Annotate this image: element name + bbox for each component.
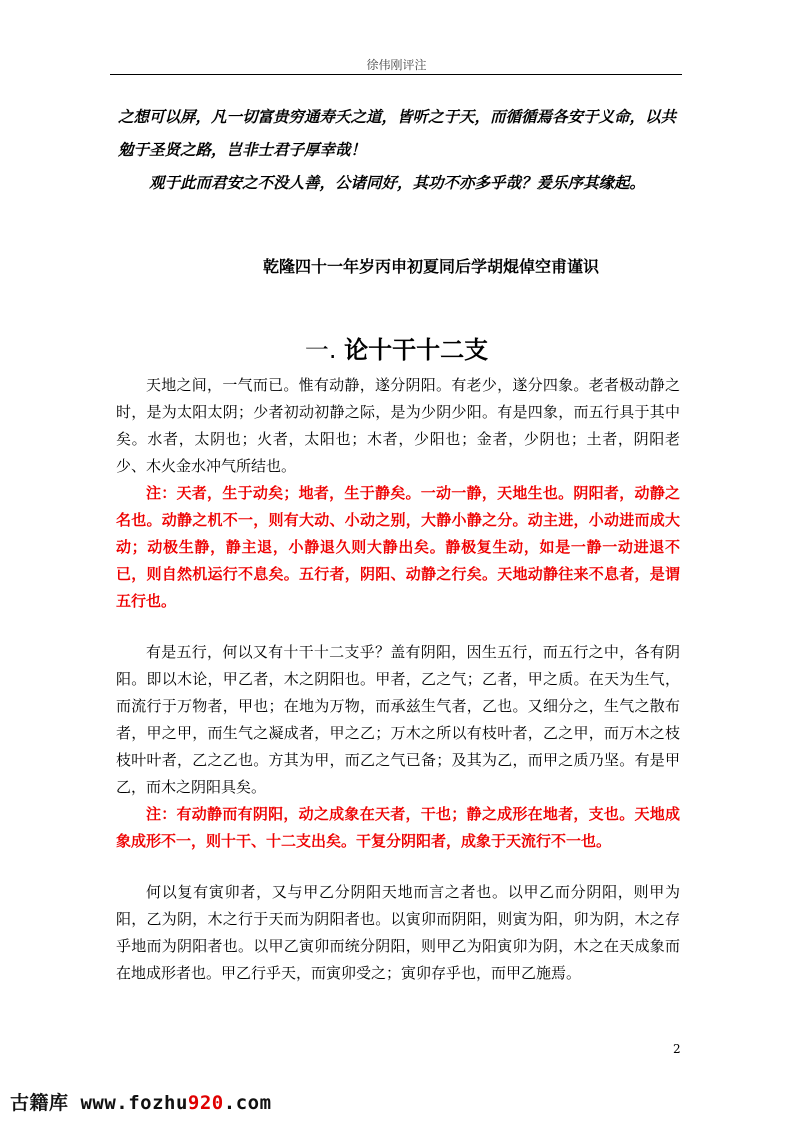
annotation-paragraph: 注：天者，生于动矣；地者，生于静矣。一动一静，天地生也。阴阳者，动静之名也。动静之机不一，则有大动、小动之别，大静小静之分。动主进，小动进而成大动；动极生静，静主退，小静退久则大静出矣。静极复生动，如是一静一动进退不已，则自然机运行不息矣。五行者，阴阳、动静之行矣。天地动静往来不息者，是谓五行也。: [116, 484, 680, 610]
page-header: 徐伟刚评注: [366, 58, 427, 72]
preface-text: [118, 100, 678, 199]
watermark-url-prefix: www.fozhu: [80, 1092, 188, 1114]
body-text: [116, 372, 680, 987]
site-watermark: [10, 1088, 272, 1115]
section-number: 一.: [304, 336, 337, 364]
preface-paragraph: 之想可以屏，凡一切富贵穷通寿夭之道，皆听之于天，而循循焉各安于义命，以共勉于圣贤之路，岂非士君子厚幸哉！: [118, 107, 677, 159]
body-paragraph: 天地之间，一气而已。惟有动静，遂分阴阳。有老少，遂分四象。老者极动静之时，是为太阳太阴；少者初动初静之际，是为少阴少阳。有是四象，而五行具于其中矣。水者，太阴也；火者，太阳也；木者，少阳也；金者，少阴也；土者，阴阳老少、木火金水冲气所结也。: [116, 376, 680, 475]
watermark-url-number: 920: [187, 1092, 224, 1114]
header-divider: [110, 74, 682, 75]
preface-signature: 乾隆四十一年岁丙申初夏同后学胡焜倬空甫谨识: [263, 257, 600, 276]
watermark-url-suffix: .com: [223, 1092, 272, 1114]
watermark-site-name: 古籍库: [10, 1092, 69, 1114]
section-title-text: 论十干十二支: [344, 336, 489, 364]
body-paragraph: 有是五行，何以又有十干十二支乎？盖有阴阳，因生五行，而五行之中，各有阴阳。即以木论，甲乙者，木之阴阳也。甲者，乙之气；乙者，甲之质。在天为生气，而流行于万物者，甲也；在地为万物，而承兹生气者，乙也。又细分之，生气之散布者，甲之甲，而生气之凝成者，甲之乙；万木之所以有枝叶者，乙之甲，而万木之枝枝叶叶者，乙之乙也。方其为甲，而乙之气已备；及其为乙，而甲之质乃坚。有是甲乙，而木之阴阳具矣。: [116, 643, 680, 796]
body-paragraph: 何以复有寅卯者，又与甲乙分阴阳天地而言之者也。以甲乙而分阴阳，则甲为阳，乙为阴，木之行于天而为阴阳者也。以寅卯而阴阳，则寅为阳，卯为阴，木之存乎地而为阴阳者也。以甲乙寅卯而统分阴阳，则甲乙为阳寅卯为阴，木之在天成象而在地成形者也。甲乙行乎天，而寅卯受之；寅卯存乎也，而甲乙施焉。: [116, 883, 680, 982]
section-title: [0, 330, 793, 365]
preface-paragraph: 观于此而君安之不没人善，公诸同好，其功不亦多乎哉？爰乐序其缘起。: [149, 173, 646, 192]
annotation-paragraph: 注：有动静而有阴阳，动之成象在天者，干也；静之成形在地者，支也。天地成象成形不一，则十干、十二支出矣。干复分阴阳者，成象于天流行不一也。: [116, 805, 680, 850]
page-number: 2: [673, 1042, 681, 1056]
